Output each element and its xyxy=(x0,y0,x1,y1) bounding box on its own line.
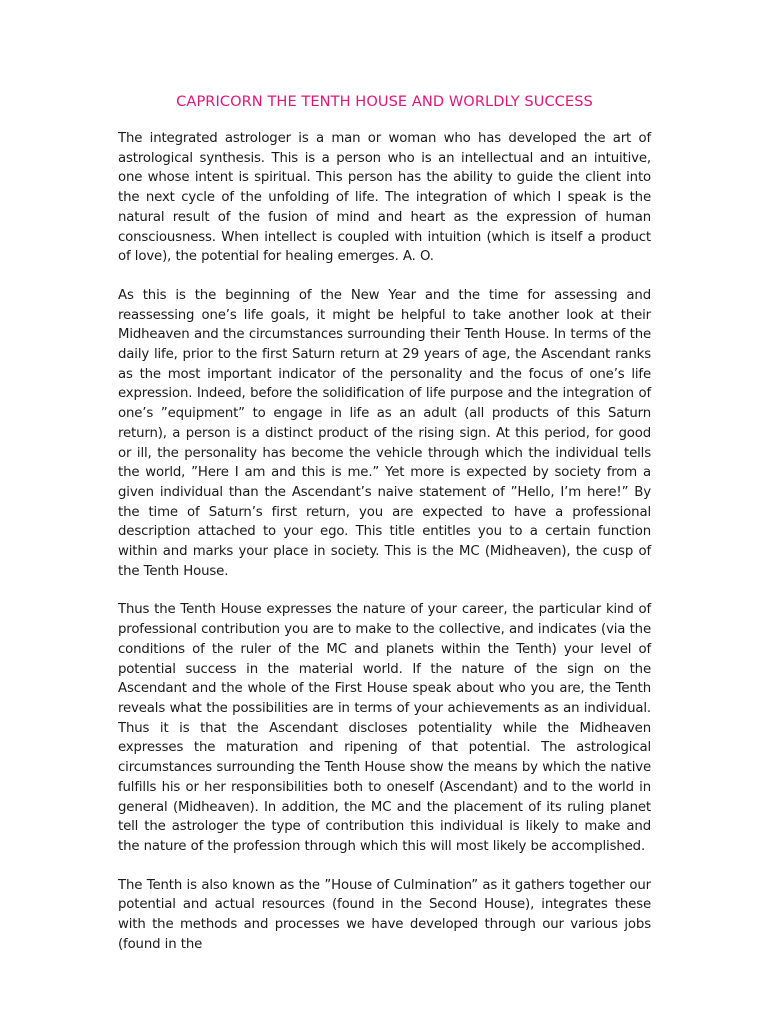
paragraph-1: The integrated astrologer is a man or woman who has developed the art of astrological synthesis. This is a person who is an intellectual and an intuitive, one whose intent is spiritual. This person has the ability to guide the client into the next cycle of the unfolding of life. The integration of which I speak is the natural result of the fusion of mind and heart as the expression of human consciousness. When intellect is coupled with intuition (which is itself a product of love), the potential for healing emerges. A. O. xyxy=(118,131,651,265)
page-title: CAPRICORN THE TENTH HOUSE AND WORLDLY SUCCESS xyxy=(176,93,593,110)
paragraph-4: The Tenth is also known as the ”House of Culmination” as it gathers together our potential and actual resources (found in the Second House), integrates these with the methods and processes we have developed through our various jobs (found in the xyxy=(118,877,651,952)
article-body xyxy=(118,129,651,954)
paragraph-2: As this is the beginning of the New Year and the time for assessing and reassessing one’s life goals, it might be helpful to take another look at their Midheaven and the circumstances surrounding their Tenth House. In terms of the daily life, prior to the first Saturn return at 29 years of age, the Ascendant ranks as the most important indicator of the personality and the focus of one’s life expression. Indeed, before the solidification of life purpose and the integration of one’s ”equipment” to engage in life as an adult (all products of this Saturn return), a person is a distinct product of the rising sign. At this period, for good or ill, the personality has become the vehicle through which the individual tells the world, ”Here I am and this is me.” Yet more is expected by society from a given individual than the Ascendant’s naive statement of ”Hello, I’m here!” By the time of Saturn’s first return, you are expected to have a professional description attached to your ego. This title entitles you to a certain function within and marks your place in society. This is the MC (Midheaven), the cusp of the Tenth House. xyxy=(118,287,651,579)
paragraph-3: Thus the Tenth House expresses the nature of your career, the particular kind of professional contribution you are to make to the collective, and indicates (via the conditions of the ruler of the MC and planets within the Tenth) your level of potential success in the material world. If the nature of the sign on the Ascendant and the whole of the First House speak about who you are, the Tenth reveals what the possibilities are in terms of your achievements as an individual. Thus it is that the Ascendant discloses potentiality while the Midheaven expresses the maturation and ripening of that potential. The astrological circumstances surrounding the Tenth House show the means by which the native fulfills his or her responsibilities both to oneself (Ascendant) and to the world in general (Midheaven). In addition, the MC and the placement of its ruling planet tell the astrologer the type of contribution this individual is likely to make and the nature of the profession through which this will most likely be accomplished. xyxy=(118,602,651,854)
